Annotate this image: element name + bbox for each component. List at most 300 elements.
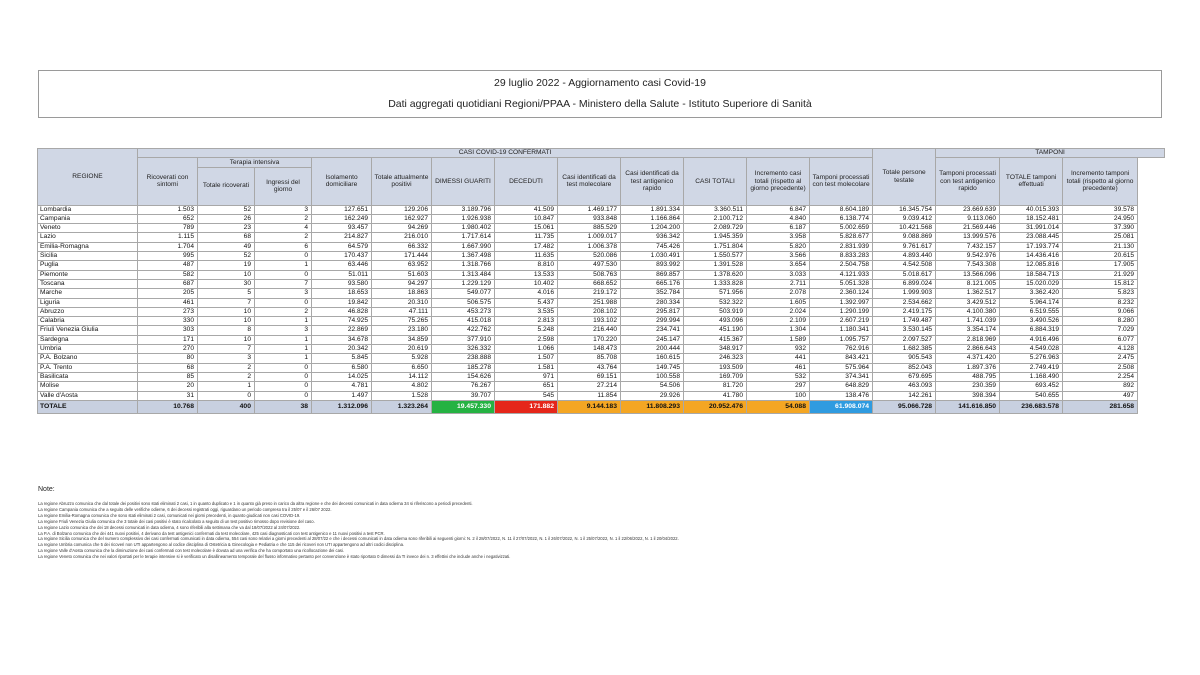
table-cell: 85	[138, 372, 198, 381]
table-cell: 25.081	[1063, 233, 1138, 242]
table-cell: 1.999.903	[873, 289, 936, 298]
table-cell: 52	[198, 252, 255, 261]
table-cell: 453.273	[432, 307, 495, 316]
table-cell: 852.043	[873, 363, 936, 372]
table-cell: 12.085.816	[1000, 261, 1063, 270]
table-cell: 6.847	[747, 205, 810, 214]
table-cell: 10	[198, 335, 255, 344]
table-cell: 3	[255, 326, 312, 335]
table-cell: 27.214	[558, 382, 621, 391]
table-row	[38, 317, 1165, 326]
table-cell: 2.534.662	[873, 298, 936, 307]
table-cell: 933.848	[558, 214, 621, 223]
col-ti-ingressi: Ingressi del giorno	[255, 167, 312, 205]
table-cell: 18.152.481	[1000, 214, 1063, 223]
table-cell: 1.897.376	[936, 363, 1000, 372]
table-cell: 170.437	[312, 252, 372, 261]
table-cell: 2.097.527	[873, 335, 936, 344]
table-cell: 2.818.969	[936, 335, 1000, 344]
table-cell: 1.304	[747, 326, 810, 335]
table-cell: 11.635	[495, 252, 558, 261]
table-cell: 10.402	[495, 279, 558, 288]
col-casi-antigenico: Casi identificati da test antigenico rapido	[621, 158, 684, 205]
table-cell: 51.011	[312, 270, 372, 279]
table-row	[38, 391, 1165, 400]
table-cell: 3	[255, 205, 312, 214]
table-cell: 575.964	[810, 363, 873, 372]
table-cell: 540.655	[1000, 391, 1063, 400]
table-cell: 39.707	[432, 391, 495, 400]
table-cell: 85.708	[558, 354, 621, 363]
region-name: P.A. Bolzano	[38, 354, 138, 363]
table-cell: 14.436.416	[1000, 252, 1063, 261]
table-cell: 652	[138, 214, 198, 223]
table-row	[38, 224, 1165, 233]
table-cell: 31.991.014	[1000, 224, 1063, 233]
region-name: Friuli Venezia Giulia	[38, 326, 138, 335]
notes-label: Note:	[38, 486, 55, 493]
table-cell: 2	[198, 363, 255, 372]
table-cell: 422.762	[432, 326, 495, 335]
table-cell: 100.558	[621, 372, 684, 381]
table-cell: 493.096	[684, 317, 747, 326]
table-cell: 4.121.933	[810, 270, 873, 279]
table-cell: 63.446	[312, 261, 372, 270]
table-cell: 4.100.380	[936, 307, 1000, 316]
table-cell: 29.926	[621, 391, 684, 400]
table-cell: 31	[138, 391, 198, 400]
col-incremento-casi: Incremento casi totali (rispetto al giorno precedente)	[747, 158, 810, 205]
table-cell: 0	[255, 298, 312, 307]
table-cell: 1.204.200	[621, 224, 684, 233]
table-cell: 17.482	[495, 242, 558, 251]
table-cell: 1.391.528	[684, 261, 747, 270]
table-cell: 488.795	[936, 372, 1000, 381]
group-casi-confermati: CASI COVID-19 CONFERMATI	[138, 149, 873, 158]
table-cell: 138.476	[810, 391, 873, 400]
table-cell: 297	[747, 382, 810, 391]
table-cell: 214.827	[312, 233, 372, 242]
table-cell: 582	[138, 270, 198, 279]
table-cell: 461	[747, 363, 810, 372]
table-cell: 2.078	[747, 289, 810, 298]
region-name: Sicilia	[38, 252, 138, 261]
region-name: Toscana	[38, 279, 138, 288]
table-cell: 219.172	[558, 289, 621, 298]
table-cell: 0	[255, 382, 312, 391]
table-cell: 41.509	[495, 205, 558, 214]
table-cell: 451.190	[684, 326, 747, 335]
table-cell: 8.604.189	[810, 205, 873, 214]
table-cell: 326.332	[432, 345, 495, 354]
table-cell: 9.113.060	[936, 214, 1000, 223]
table-cell: 5	[198, 289, 255, 298]
table-cell: 160.615	[621, 354, 684, 363]
table-cell: 1.030.491	[621, 252, 684, 261]
table-cell: 9.039.412	[873, 214, 936, 223]
table-cell: 4.371.420	[936, 354, 1000, 363]
table-cell: 2.813	[495, 317, 558, 326]
table-cell: 93.580	[312, 279, 372, 288]
table-cell: 1.497	[312, 391, 372, 400]
table-cell: 9.066	[1063, 307, 1138, 316]
table-cell: 668.652	[558, 279, 621, 288]
total-cell: 400	[198, 400, 255, 413]
table-row	[38, 289, 1165, 298]
table-cell: 3.360.511	[684, 205, 747, 214]
table-cell: 2.419.175	[873, 307, 936, 316]
table-cell: 75.265	[372, 317, 432, 326]
note-item: La regione Campania comunica che a seguito delle verifiche odierne, 6 dei decessi registrati oggi, riguardano un periodo compreso tra il 25/07 e il 26/07 2022.	[38, 506, 332, 512]
table-cell: 2.100.712	[684, 214, 747, 223]
table-cell: 23.669.639	[936, 205, 1000, 214]
region-name: P.A. Trento	[38, 363, 138, 372]
table-cell: 8.833.283	[810, 252, 873, 261]
table-cell: 17.905	[1063, 261, 1138, 270]
table-cell: 0	[255, 363, 312, 372]
note-item: La regione Emilia-Romagna comunica che sono stati eliminati 2 casi, comunicati nei giorni precedenti, in quanto giudicati non casi COVID-19.	[38, 512, 301, 518]
table-cell: 2.831.939	[810, 242, 873, 251]
region-name: Lombardia	[38, 205, 138, 214]
table-cell: 1.980.402	[432, 224, 495, 233]
table-cell: 6.138.774	[810, 214, 873, 223]
table-cell: 9.542.976	[936, 252, 1000, 261]
table-cell: 532.322	[684, 298, 747, 307]
table-cell: 3.535	[495, 307, 558, 316]
table-cell: 2.711	[747, 279, 810, 288]
table-cell: 1.891.334	[621, 205, 684, 214]
table-row	[38, 326, 1165, 335]
table-cell: 16.345.754	[873, 205, 936, 214]
table-cell: 0	[255, 252, 312, 261]
table-cell: 2.109	[747, 317, 810, 326]
table-cell: 4.016	[495, 289, 558, 298]
table-cell: 571.956	[684, 289, 747, 298]
table-cell: 4.781	[312, 382, 372, 391]
table-row	[38, 298, 1165, 307]
region-name: Piemonte	[38, 270, 138, 279]
region-name: Molise	[38, 382, 138, 391]
table-cell: 3.189.796	[432, 205, 495, 214]
table-cell: 2.024	[747, 307, 810, 316]
table-cell: 745.426	[621, 242, 684, 251]
table-cell: 162.927	[372, 214, 432, 223]
table-cell: 8.121.005	[936, 279, 1000, 288]
note-item: La P.A. di Bolzano comunica che dei 441 nuovi positivi, 4 derivano da test antigenici confermati da test molecolare, 425 casi diagnosticati con test antigenico e 11 nuovi positivi a test PCR.	[38, 530, 385, 536]
table-cell: 74.925	[312, 317, 372, 326]
col-isolamento: Isolamento domiciliare	[312, 158, 372, 205]
table-body	[38, 205, 1165, 413]
table-cell: 461	[138, 298, 198, 307]
table-cell: 4.916.496	[1000, 335, 1063, 344]
table-cell: 679.695	[873, 372, 936, 381]
table-cell: 94.269	[372, 224, 432, 233]
table-cell: 487	[138, 261, 198, 270]
region-name: Umbria	[38, 345, 138, 354]
table-cell: 76.267	[432, 382, 495, 391]
table-cell: 1.333.828	[684, 279, 747, 288]
table-cell: 693.452	[1000, 382, 1063, 391]
table-cell: 10	[198, 307, 255, 316]
table-cell: 6	[255, 242, 312, 251]
table-cell: 0	[198, 391, 255, 400]
table-cell: 545	[495, 391, 558, 400]
table-cell: 6.899.024	[873, 279, 936, 288]
table-cell: 6.580	[312, 363, 372, 372]
table-cell: 10	[198, 270, 255, 279]
table-cell: 0	[255, 391, 312, 400]
notes-list	[38, 501, 1162, 560]
table-cell: 171.444	[372, 252, 432, 261]
table-cell: 651	[495, 382, 558, 391]
col-casi-totali: CASI TOTALI	[684, 158, 747, 205]
table-row	[38, 205, 1165, 214]
total-cell: 1.323.264	[372, 400, 432, 413]
region-name: Campania	[38, 214, 138, 223]
table-cell: 1.469.177	[558, 205, 621, 214]
region-name: Puglia	[38, 261, 138, 270]
table-cell: 3.033	[747, 270, 810, 279]
table-cell: 24.950	[1063, 214, 1138, 223]
table-row	[38, 214, 1165, 223]
table-cell: 2.475	[1063, 354, 1138, 363]
table-cell: 1.229.129	[432, 279, 495, 288]
total-cell: 54.088	[747, 400, 810, 413]
table-cell: 18.584.713	[1000, 270, 1063, 279]
total-cell: 61.908.074	[810, 400, 873, 413]
region-name: Abruzzo	[38, 307, 138, 316]
table-cell: 971	[495, 372, 558, 381]
table-cell: 4.840	[747, 214, 810, 223]
table-cell: 1	[255, 354, 312, 363]
report-header	[38, 70, 1162, 118]
table-cell: 1.589	[747, 335, 810, 344]
table-cell: 149.745	[621, 363, 684, 372]
table-cell: 43.764	[558, 363, 621, 372]
table-cell: 54.506	[621, 382, 684, 391]
table-cell: 23.180	[372, 326, 432, 335]
table-cell: 10.421.568	[873, 224, 936, 233]
table-cell: 348.917	[684, 345, 747, 354]
table-cell: 5.437	[495, 298, 558, 307]
table-cell: 1	[255, 317, 312, 326]
table-cell: 0	[255, 270, 312, 279]
table-cell: 892	[1063, 382, 1138, 391]
table-cell: 37.390	[1063, 224, 1138, 233]
table-cell: 1.749.487	[873, 317, 936, 326]
table-cell: 1.318.766	[432, 261, 495, 270]
table-cell: 238.888	[432, 354, 495, 363]
table-cell: 193.509	[684, 363, 747, 372]
table-cell: 5.018.617	[873, 270, 936, 279]
table-cell: 34.678	[312, 335, 372, 344]
col-dimessi: DIMESSI GUARITI	[432, 158, 495, 205]
table-cell: 3.354.174	[936, 326, 1000, 335]
table-cell: 5.964.174	[1000, 298, 1063, 307]
table-cell: 15.020.029	[1000, 279, 1063, 288]
group-terapia-intensiva: Terapia intensiva	[198, 158, 312, 167]
region-name: Lazio	[38, 233, 138, 242]
note-item: La regione Veneto comunica che nei valori riportati per le terapie intensive si è verificato un disallineamento temporale del flusso informativo pertanto per convenzione è stato riportato 0 dimessi da TI invece dei n. 3 effettivi che include anche i negativizzati.	[38, 554, 511, 560]
table-cell: 4.542.508	[873, 261, 936, 270]
table-cell: 1.392.997	[810, 298, 873, 307]
total-cell: 95.066.728	[873, 400, 936, 413]
table-cell: 34.859	[372, 335, 432, 344]
table-cell: 7	[255, 279, 312, 288]
table-cell: 216.440	[558, 326, 621, 335]
table-row	[38, 270, 1165, 279]
table-cell: 52	[198, 205, 255, 214]
total-cell: 10.768	[138, 400, 198, 413]
table-cell: 497.530	[558, 261, 621, 270]
col-deceduti: DECEDUTI	[495, 158, 558, 205]
table-cell: 13.566.096	[936, 270, 1000, 279]
table-cell: 415.367	[684, 335, 747, 344]
table-cell: 3.429.512	[936, 298, 1000, 307]
table-cell: 330	[138, 317, 198, 326]
table-cell: 2.749.419	[1000, 363, 1063, 372]
table-cell: 1	[255, 335, 312, 344]
table-cell: 5.845	[312, 354, 372, 363]
total-cell: 38	[255, 400, 312, 413]
table-cell: 3.530.145	[873, 326, 936, 335]
table-cell: 1.378.620	[684, 270, 747, 279]
table-cell: 2.089.729	[684, 224, 747, 233]
table-cell: 508.763	[558, 270, 621, 279]
table-cell: 549.077	[432, 289, 495, 298]
table-row	[38, 279, 1165, 288]
col-regione: REGIONE	[38, 149, 138, 206]
table-cell: 216.010	[372, 233, 432, 242]
table-cell: 94.297	[372, 279, 432, 288]
table-cell: 3.362.420	[1000, 289, 1063, 298]
table-cell: 93.457	[312, 224, 372, 233]
table-cell: 1.180.341	[810, 326, 873, 335]
table-cell: 4.802	[372, 382, 432, 391]
col-ricoverati: Ricoverati con sintomi	[138, 158, 198, 205]
table-cell: 441	[747, 354, 810, 363]
table-cell: 129.206	[372, 205, 432, 214]
table-cell: 1	[255, 261, 312, 270]
total-cell: 141.616.850	[936, 400, 1000, 413]
total-cell: 11.808.293	[621, 400, 684, 413]
table-cell: 15.061	[495, 224, 558, 233]
total-label: TOTALE	[38, 400, 138, 413]
table-cell: 20.342	[312, 345, 372, 354]
table-cell: 7	[198, 298, 255, 307]
region-name: Emilia-Romagna	[38, 242, 138, 251]
table-cell: 9.088.869	[873, 233, 936, 242]
table-cell: 11.854	[558, 391, 621, 400]
table-cell: 3	[198, 354, 255, 363]
table-cell: 66.332	[372, 242, 432, 251]
table-cell: 4.128	[1063, 345, 1138, 354]
region-name: Calabria	[38, 317, 138, 326]
table-cell: 20.615	[1063, 252, 1138, 261]
table-cell: 10.847	[495, 214, 558, 223]
table-cell: 8	[198, 326, 255, 335]
table-cell: 789	[138, 224, 198, 233]
table-cell: 1.009.017	[558, 233, 621, 242]
table-cell: 1.528	[372, 391, 432, 400]
table-cell: 205	[138, 289, 198, 298]
table-cell: 17.193.774	[1000, 242, 1063, 251]
table-cell: 2.508	[1063, 363, 1138, 372]
table-cell: 2.607.219	[810, 317, 873, 326]
col-ti-totale: Totale ricoverati	[198, 167, 255, 205]
table-cell: 170.220	[558, 335, 621, 344]
table-cell: 21.929	[1063, 270, 1138, 279]
table-cell: 6.077	[1063, 335, 1138, 344]
table-cell: 234.741	[621, 326, 684, 335]
table-cell: 352.784	[621, 289, 684, 298]
note-item: La regione Sicilia comunica che del numero complessivo dei casi confermati comunicati in data odierna, 554 casi sono relativi a giorni precedenti al 28/07/22 e che i decessi comunicati in data odierna sono riferibili ai seguenti giorni: N. 2 il 28/07/2022, N. 11 il 27/07/2022, N. 1 il 26/07/2022, N. 1 il 25/07/2022, N. 1 il 22/06/2022, N. 1 il 20/04/2022.	[38, 536, 679, 542]
table-row	[38, 354, 1165, 363]
table-cell: 5.276.963	[1000, 354, 1063, 363]
table-cell: 374.341	[810, 372, 873, 381]
table-cell: 1.704	[138, 242, 198, 251]
table-cell: 246.323	[684, 354, 747, 363]
table-cell: 13.999.576	[936, 233, 1000, 242]
table-cell: 1.581	[495, 363, 558, 372]
table-cell: 4.893.440	[873, 252, 936, 261]
col-incremento-tamponi: Incremento tamponi totali (rispetto al giorno precedente)	[1063, 158, 1138, 205]
table-cell: 1.313.484	[432, 270, 495, 279]
note-item: La regione Umbria comunica che 5 dei ricoveri non UTI appartengono al codice disciplina di Ostetricia & Ginecologia e Pediatria e che 115 dei ricoveri non UTI appartengono ad altri codici disciplina.	[38, 542, 405, 548]
table-row	[38, 382, 1165, 391]
table-cell: 936.342	[621, 233, 684, 242]
table-cell: 843.421	[810, 354, 873, 363]
table-cell: 193.102	[558, 317, 621, 326]
table-cell: 893.992	[621, 261, 684, 270]
table-cell: 463.093	[873, 382, 936, 391]
table-cell: 208.102	[558, 307, 621, 316]
table-cell: 532	[747, 372, 810, 381]
table-cell: 280.334	[621, 298, 684, 307]
note-item: La regione Valle d'Aosta comunica che la diminuzione dei casi confermati con test molecolare è dovuta ad una verifica che ha comportato una ricollocazione dei casi.	[38, 548, 345, 554]
total-cell: 19.457.330	[432, 400, 495, 413]
table-cell: 5.248	[495, 326, 558, 335]
table-cell: 20.310	[372, 298, 432, 307]
table-cell: 18.863	[372, 289, 432, 298]
table-cell: 5.928	[372, 354, 432, 363]
total-cell: 281.658	[1063, 400, 1138, 413]
table-cell: 1.605	[747, 298, 810, 307]
table-cell: 377.910	[432, 335, 495, 344]
table-cell: 1.166.864	[621, 214, 684, 223]
table-cell: 3.958	[747, 233, 810, 242]
report-title: 29 luglio 2022 - Aggiornamento casi Covid-19	[494, 77, 706, 89]
table-cell: 1	[198, 382, 255, 391]
table-cell: 905.543	[873, 354, 936, 363]
table-cell: 5.823	[1063, 289, 1138, 298]
table-cell: 39.578	[1063, 205, 1138, 214]
table-cell: 68	[198, 233, 255, 242]
table-cell: 299.994	[621, 317, 684, 326]
table-cell: 885.529	[558, 224, 621, 233]
table-cell: 14.112	[372, 372, 432, 381]
table-row	[38, 372, 1165, 381]
table-cell: 398.394	[936, 391, 1000, 400]
table-row	[38, 242, 1165, 251]
table-cell: 81.720	[684, 382, 747, 391]
table-cell: 69.151	[558, 372, 621, 381]
table-cell: 19.842	[312, 298, 372, 307]
table-row	[38, 252, 1165, 261]
table-cell: 127.651	[312, 205, 372, 214]
table-cell: 11.735	[495, 233, 558, 242]
table-cell: 200.444	[621, 345, 684, 354]
